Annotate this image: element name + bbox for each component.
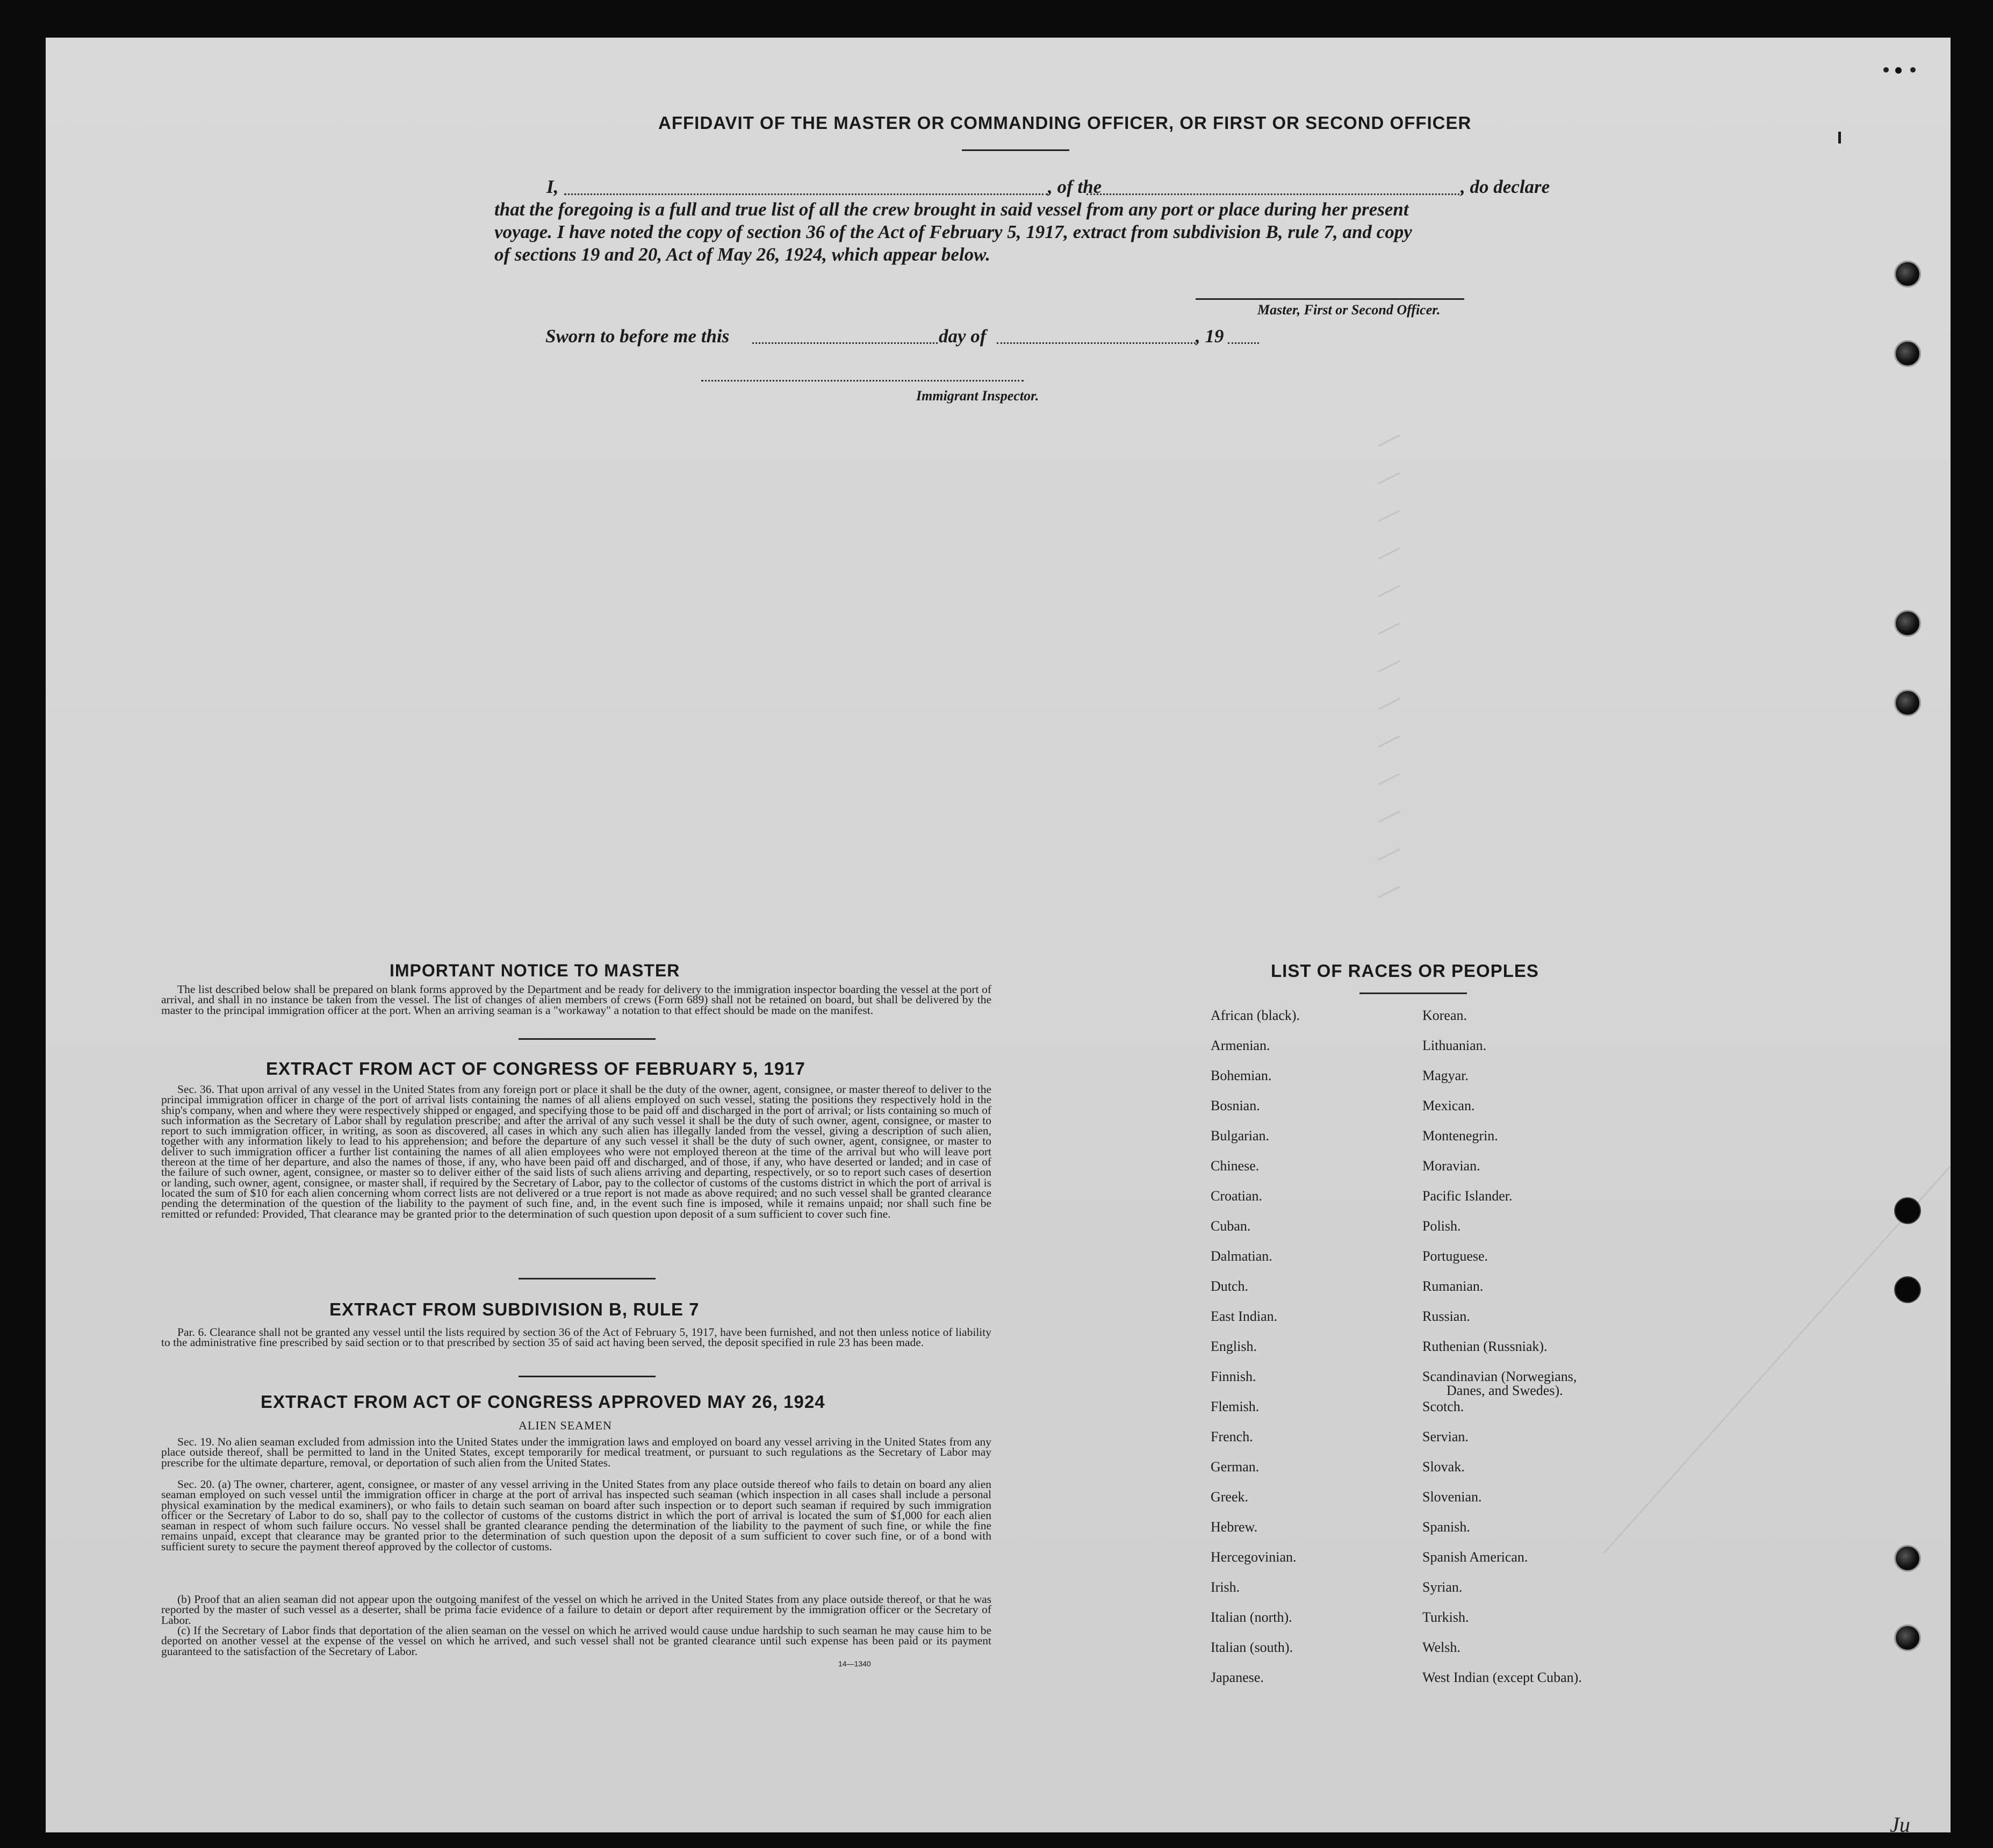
- rule7-body: Par. 6. Clearance shall not be granted any vessel until the lists required by section 36 of the Act of February 5, 1917, have been furnished, and not then unless notice of liability to the administrative fine prescribed by said section or to that prescribed by section 35 of said act having been served, the deposit specified in rule 23 has been made.: [161, 1326, 991, 1349]
- race-item: Spanish American.: [1422, 1549, 1528, 1565]
- race-item: Chinese.: [1211, 1158, 1260, 1174]
- race-item: Turkish.: [1422, 1609, 1469, 1625]
- race-item: Rumanian.: [1422, 1278, 1484, 1294]
- race-item: African (black).: [1211, 1008, 1300, 1023]
- master-signature-label: Master, First or Second Officer.: [1257, 302, 1441, 318]
- binding-hole: [1894, 610, 1921, 637]
- sec20b-body: (b) Proof that an alien seaman did not appear upon the outgoing manifest of the vessel on which he arrived in the United States from any place outside thereof, or that he was reported by the master of such vessel as a deserter, shall be prima facie evidence of a failure to detain or deport after requirement by the immigration officer or the Secretary of Labor.: [161, 1593, 991, 1627]
- race-item: Mexican.: [1422, 1098, 1475, 1113]
- race-item: Spanish.: [1422, 1519, 1470, 1535]
- sworn-day-of: day of: [939, 326, 987, 347]
- race-item: English.: [1211, 1339, 1257, 1354]
- race-item: Slovenian.: [1422, 1489, 1482, 1505]
- corner-tick-mark: [1838, 132, 1841, 143]
- affidavit-line1-i: I,: [546, 176, 559, 197]
- notice-body: The list described below shall be prepared on blank forms approved by the Department and be ready for delivery to the immigration inspector boarding the vessel at the port of arrival, and shall in no instance be taken from the vessel. The list of changes of alien members of crews (Form 689) shall not be retained on board, but shall be delivered by the master to the principal immigration officer at the port. When an arriving seaman is a "workaway" a notation to that effect should be made on the manifest.: [161, 983, 991, 1017]
- race-item: Lithuanian.: [1422, 1038, 1487, 1053]
- race-item: Italian (south).: [1211, 1640, 1293, 1655]
- race-item: Dalmatian.: [1211, 1248, 1272, 1264]
- race-item: German.: [1211, 1459, 1260, 1475]
- affidavit-line2: that the foregoing is a full and true list of all the crew brought in said vessel from any port or place during her present: [494, 199, 1409, 220]
- document-page: [46, 38, 1951, 1832]
- race-item: Flemish.: [1211, 1399, 1260, 1414]
- race-item: Scotch.: [1422, 1399, 1464, 1414]
- race-item: Servian.: [1422, 1429, 1469, 1444]
- race-item: Welsh.: [1422, 1640, 1460, 1655]
- race-item: Croatian.: [1211, 1188, 1263, 1204]
- extract-1917-title: EXTRACT FROM ACT OF CONGRESS OF FEBRUARY 5, 1917: [266, 1059, 805, 1078]
- race-item: Moravian.: [1422, 1158, 1480, 1174]
- sworn-year: , 19: [1196, 326, 1224, 347]
- race-item: French.: [1211, 1429, 1253, 1444]
- binding-hole: [1894, 261, 1921, 287]
- corner-dots: [1883, 67, 1926, 74]
- race-item: Magyar.: [1422, 1068, 1469, 1083]
- affidavit-line3: voyage. I have noted the copy of section 36 of the Act of February 5, 1917, extract from subdivision B, rule 7, and copy: [494, 221, 1412, 242]
- binding-hole: [1894, 1624, 1921, 1651]
- race-item: Ruthenian (Russniak).: [1422, 1339, 1548, 1354]
- race-item: Montenegrin.: [1422, 1128, 1498, 1144]
- race-item: Scandinavian (Norwegians,: [1422, 1369, 1577, 1384]
- affidavit-line4: of sections 19 and 20, Act of May 26, 1924, which appear below.: [494, 244, 990, 265]
- races-title: LIST OF RACES OR PEOPLES: [1271, 961, 1539, 981]
- sworn-prefix: Sworn to before me this: [545, 326, 730, 347]
- race-item: Syrian.: [1422, 1579, 1463, 1595]
- affidavit-line1-do-declare: , do declare: [1460, 176, 1550, 197]
- extract-1917-body: Sec. 36. That upon arrival of any vessel in the United States from any foreign port or place it shall be the duty of the owner, agent, consignee, or master thereof to deliver to the principal immigration officer in charge of the port of arrival lists containing the names of all aliens employed on such vessel, stating the positions they respectively hold in the ship's company, when and where they were respectively shipped or engaged, and specifying those to be paid off and discharged in the port of arrival; or lists containing so much of such information as the Secretary of Labor shall by regulation prescribe; and after the arrival of any such vessel it shall be the duty of such owner, agent, consignee, or master to report to such immigration officer, in writing, as soon as discovered, all cases in which any such alien has illegally landed from the vessel, giving a description of such alien, together with any information likely to lead to his apprehension; and before the departure of any such vessel it shall be the duty of such owner, agent, consignee, or master to deliver to such immigration officer a further list containing the names of all alien employees who were not employed thereon at the time of the arrival but who will leave port thereon at the time of her departure, and also the names of those, if any, who have been paid off and discharged, and of those, if any, who have deserted or landed; and in case of the failure of such owner, agent, consignee, or master so to deliver either of the said lists of such aliens arriving and departing, respectively, or so to report such cases of desertion or landing, such owner, agent, consignee, or master shall, if required by the Secretary of Labor, pay to the collector of customs of the customs district in which the port of arrival is located the sum of $10 for each alien concerning whom correct lists are not delivered or a true report is not made as above required; and no such vessel shall be granted clearance pending the determination of the question of the liability to the payment of such fine, and, in the event such fine is imposed, while it remains unpaid; nor shall such fine be remitted or refunded: Provided, That clearance may be granted prior to the determination of such question upon deposit of a sum sufficient to cover such fine.: [161, 1083, 991, 1220]
- race-item: Russian.: [1422, 1308, 1470, 1324]
- race-item: Korean.: [1422, 1008, 1467, 1023]
- affidavit-line1-of-the: , of the: [1048, 176, 1102, 197]
- race-item: Hercegovinian.: [1211, 1549, 1297, 1565]
- race-item: Finnish.: [1211, 1369, 1256, 1384]
- inspector-label: Immigrant Inspector.: [916, 388, 1039, 404]
- affidavit-title: AFFIDAVIT OF THE MASTER OR COMMANDING OFFICER, OR FIRST OR SECOND OFFICER: [658, 113, 1472, 133]
- binding-hole: [1894, 1276, 1921, 1303]
- alien-seamen-subtitle: ALIEN SEAMEN: [519, 1419, 612, 1432]
- race-item: Italian (north).: [1211, 1609, 1292, 1625]
- sec20a-body: Sec. 20. (a) The owner, charterer, agent, consignee, or master of any vessel arriving in the United States from any place outside thereof who fails to detain on board any alien seaman employed on such vessel until the immigration officer in charge at the port of arrival has inspected such seaman (which inspection in all cases shall include a personal physical examination by the medical examiners), or who fails to detain such seaman on board after such inspection or to deport such seaman if required by such immigration officer or the Secretary of Labor to do so, shall pay to the collector of customs of the customs district in which the port of arrival is located the sum of $1,000 for each alien seaman in respect of whom such failure occurs. No vessel shall be granted clearance pending the determination of the liability to the payment of such fine, or while the fine remains unpaid, except that clearance may be granted prior to the determination of such question upon the deposit of a sum sufficient to cover such fine, or of a bond with sufficient surety to secure the payment thereof approved by the collector of customs.: [161, 1478, 991, 1553]
- race-item: Hebrew.: [1211, 1519, 1258, 1535]
- race-item: Bosnian.: [1211, 1098, 1260, 1113]
- sec19-body: Sec. 19. No alien seaman excluded from admission into the United States under the immigration laws and employed on board any vessel arriving in the United States from any place outside thereof, shall be permitted to land in the United States, except temporarily for medical treatment, or pursuant to such regulations as the Secretary of Labor may prescribe for the ultimate departure, removal, or deportation of such alien from the United States.: [161, 1435, 991, 1469]
- extract-1924-title: EXTRACT FROM ACT OF CONGRESS APPROVED MAY 26, 1924: [261, 1392, 825, 1412]
- handwritten-corner-mark: Ju: [1890, 1813, 1910, 1832]
- race-item: Portuguese.: [1422, 1248, 1488, 1264]
- sec20c-body: (c) If the Secretary of Labor finds that deportation of the alien seaman on the vessel on which he arrived would cause undue hardship to such seaman he may cause him to be deported on another vessel at the expense of the vessel on which he arrived, and such vessel shall not be granted clearance until such expense has been paid or its payment guaranteed to the satisfaction of the Secretary of Labor.: [161, 1624, 991, 1658]
- race-item: East Indian.: [1211, 1308, 1278, 1324]
- binding-hole: [1894, 1197, 1921, 1224]
- race-item: Slovak.: [1422, 1459, 1465, 1475]
- race-item: Japanese.: [1211, 1670, 1264, 1685]
- race-item: Cuban.: [1211, 1218, 1251, 1234]
- race-item: Bohemian.: [1211, 1068, 1272, 1083]
- race-item: Pacific Islander.: [1422, 1188, 1513, 1204]
- race-item: Polish.: [1422, 1218, 1461, 1234]
- race-item: Armenian.: [1211, 1038, 1270, 1053]
- race-item: Dutch.: [1211, 1278, 1249, 1294]
- binding-hole: [1894, 340, 1921, 367]
- rule7-title: EXTRACT FROM SUBDIVISION B, RULE 7: [329, 1299, 700, 1319]
- race-item: Danes, and Swedes).: [1447, 1383, 1563, 1398]
- race-item: Irish.: [1211, 1579, 1240, 1595]
- notice-title: IMPORTANT NOTICE TO MASTER: [390, 961, 680, 980]
- race-item: Bulgarian.: [1211, 1128, 1270, 1144]
- form-number: 14—1340: [838, 1659, 871, 1668]
- bleed-through-marks: [46, 38, 1951, 1832]
- binding-hole: [1894, 1545, 1921, 1572]
- race-item: Greek.: [1211, 1489, 1249, 1505]
- binding-hole: [1894, 689, 1921, 716]
- race-item: West Indian (except Cuban).: [1422, 1670, 1582, 1685]
